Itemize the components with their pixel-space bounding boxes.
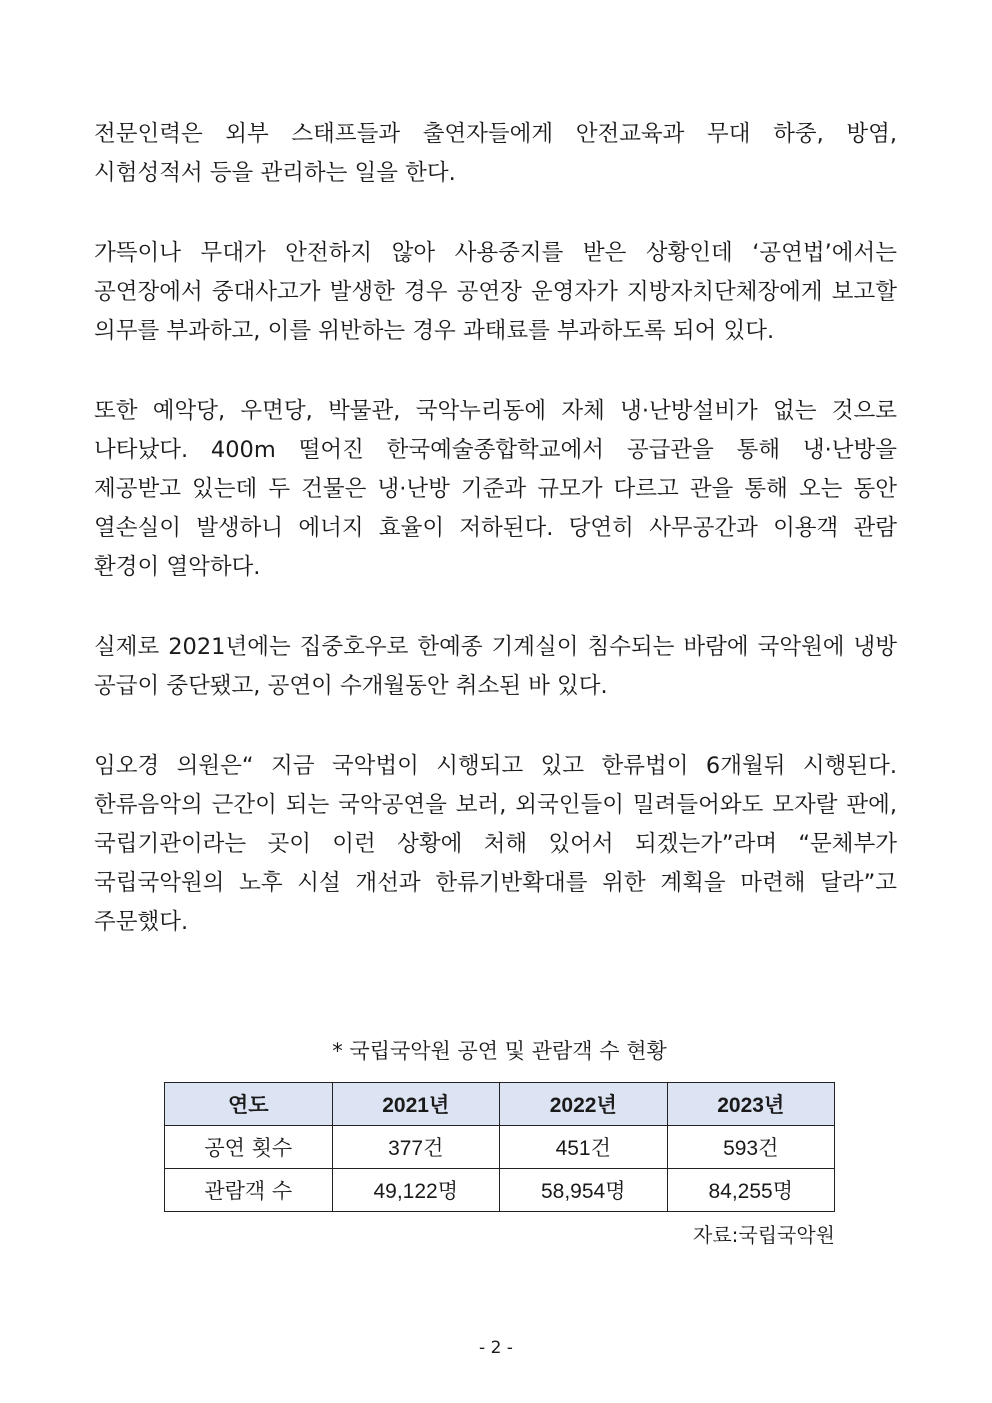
header-2023: 2023년 bbox=[667, 1083, 835, 1126]
cell-performances-2022: 451건 bbox=[500, 1126, 668, 1169]
table-caption: * 국립국악원 공연 및 관람객 수 현황 bbox=[332, 1039, 667, 1063]
table-row bbox=[165, 1126, 835, 1169]
header-2021: 2021년 bbox=[332, 1083, 500, 1126]
header-2022: 2022년 bbox=[500, 1083, 668, 1126]
article-body bbox=[94, 115, 897, 983]
cell-audience-2022: 58,954명 bbox=[500, 1169, 668, 1212]
paragraph-heating-cooling: 또한 예악당, 우면당, 박물관, 국악누리동에 자체 냉·난방설비가 없는 것으로 나타났다. 400m 떨어진 한국예술종합학교에서 공급관을 통해 냉·난방을 제공받고 있는데 두 건물은 냉·난방 기준과 규모가 다르고 관을 통해 오는 동안 열손실이 발생하니 에너지 효율이 저하된다. 당연히 사무공간과 이용객 관람 환경이 열악하다. bbox=[94, 398, 897, 580]
table-header-row bbox=[165, 1083, 835, 1126]
table-source: 자료:국립국악원 bbox=[693, 1223, 835, 1247]
paragraph-staff: 전문인력은 외부 스태프들과 출연자들에게 안전교육과 무대 하중, 방염, 시험성적서 등을 관리하는 일을 한다. bbox=[94, 121, 897, 186]
paragraph-performance-law: 가뜩이나 무대가 안전하지 않아 사용중지를 받은 상황인데 ‘공연법’에서는 공연장에서 중대사고가 발생한 경우 공연장 운영자가 지방자치단체장에게 보고할 의무를 부과하고, 이를 위반하는 경우 과태료를 부과하도록 되어 있다. bbox=[94, 240, 897, 344]
paragraph-flood-2021: 실제로 2021년에는 집중호우로 한예종 기계실이 침수되는 바람에 국악원에 냉방 공급이 중단됐고, 공연이 수개월동안 취소된 바 있다. bbox=[94, 634, 897, 699]
cell-audience-2021: 49,122명 bbox=[332, 1169, 500, 1212]
row-label-performances: 공연 횟수 bbox=[165, 1126, 333, 1169]
page-number: - 2 - bbox=[479, 1338, 513, 1358]
cell-audience-2023: 84,255명 bbox=[667, 1169, 835, 1212]
paragraph-lawmaker-quote: 임오경 의원은“ 지금 국악법이 시행되고 있고 한류법이 6개월뒤 시행된다. 한류음악의 근간이 되는 국악공연을 보러, 외국인들이 밀려들어와도 모자랄 판에, 국립기관이라는 곳이 이런 상황에 처해 있어서 되겠는가”라며 “문체부가 국립국악원의 노후 시설 개선과 한류기반확대를 위한 계획을 마련해 달라”고 주문했다. bbox=[94, 753, 897, 935]
performance-stats-table bbox=[164, 1082, 835, 1212]
table-row bbox=[165, 1169, 835, 1212]
cell-performances-2021: 377건 bbox=[332, 1126, 500, 1169]
row-label-audience: 관람객 수 bbox=[165, 1169, 333, 1212]
cell-performances-2023: 593건 bbox=[667, 1126, 835, 1169]
header-year: 연도 bbox=[165, 1083, 333, 1126]
